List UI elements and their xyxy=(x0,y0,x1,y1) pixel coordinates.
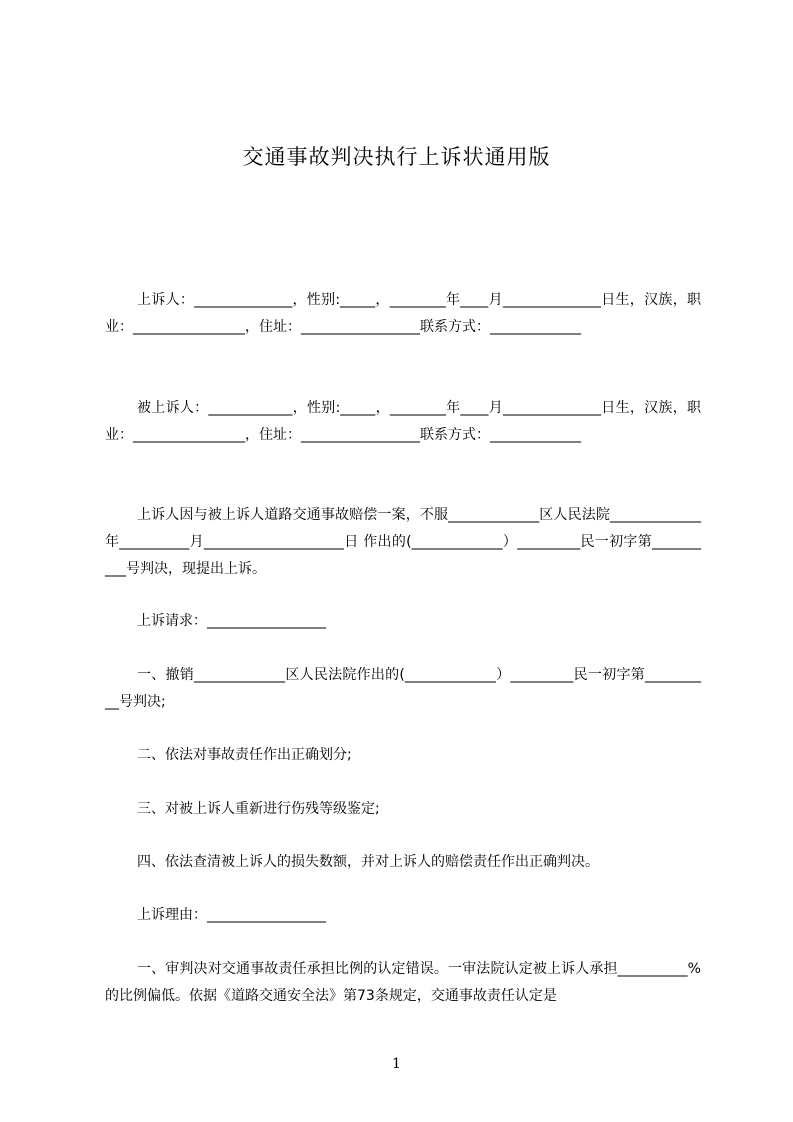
appeal-request-2: 二、依法对事故责任作出正确划分; xyxy=(137,747,352,763)
appellee-info-paragraph: 被上诉人：____________，性别:_____，________年____月______________日生，汉族，职业：________________，住址：_________________联系方式：_____________ xyxy=(105,400,701,443)
appeal-reason-1: 一、审判决对交通事故责任承担比例的认定错误。一审法院认定被上诉人承担__________%的比例偏低。依据《道路交通安全法》第73条规定，交通事故责任认定是 xyxy=(105,961,701,1004)
appellant-info-paragraph: 上诉人：______________，性别:_____，________年____月______________日生，汉族，职业：________________，住址：_________________联系方式：_____________ xyxy=(105,292,701,335)
appeal-reasons-heading: 上诉理由：_________________ xyxy=(137,907,326,923)
document-title: 交通事故判决执行上诉状通用版 xyxy=(242,145,551,169)
appeal-request-1: 一、撤销_____________区人民法院作出的(_____________）_________民一初字第__________号判决; xyxy=(105,667,701,710)
appeal-requests-heading: 上诉请求：_________________ xyxy=(137,613,326,629)
page-number: 1 xyxy=(392,1056,401,1072)
appeal-request-3: 三、对被上诉人重新进行伤残等级鉴定; xyxy=(137,801,380,817)
case-statement-paragraph: 上诉人因与被上诉人道路交通事故赔偿一案，不服_____________区人民法院_____________年__________月____________________日 作出的(_____________）_________民一初字第__________号判决，现提出上诉。 xyxy=(105,507,701,577)
appeal-request-4: 四、依法查清被上诉人的损失数额，并对上诉人的赔偿责任作出正确判决。 xyxy=(137,854,599,870)
